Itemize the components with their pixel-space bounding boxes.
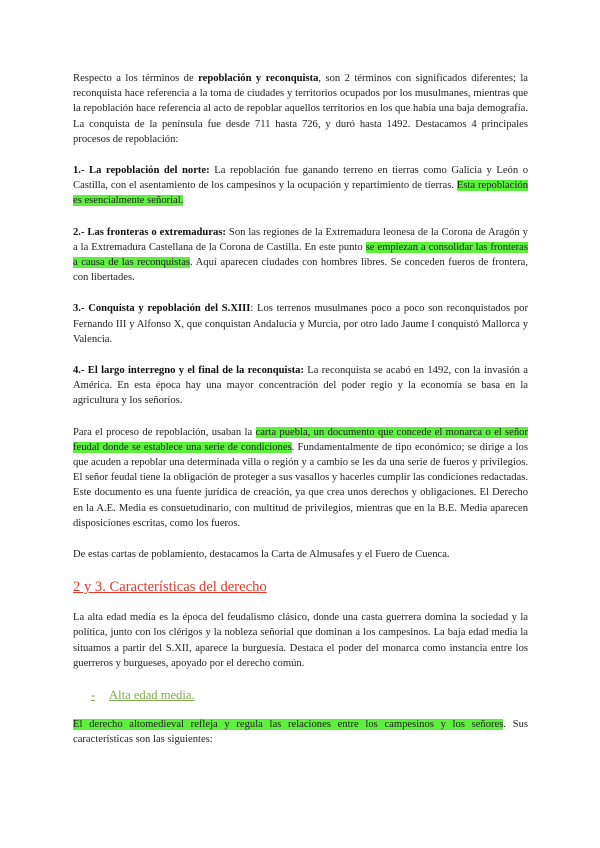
subsection-title: Alta edad media. [109, 688, 195, 703]
point-1-text: La repoblación fue ganando terreno en tierras como Galicia y León o Castilla, con el asentamiento de los campesinos y la ocupación y repartimiento de tierras. [73, 165, 528, 192]
intro-paragraph [73, 71, 528, 147]
intro-bold-term: repoblación y reconquista [198, 73, 319, 84]
point-1-paragraph [73, 163, 528, 209]
altomedieval-highlight: El derecho altomedieval refleja y regula las relaciones entre los campesinos y los señores [73, 719, 504, 731]
point-4-paragraph [73, 363, 528, 409]
point-3-paragraph [73, 301, 528, 347]
carta-puebla-paragraph [73, 425, 528, 531]
point-2-highlight: se empiezan a consolidar las fronteras a causa de las reconquistas [73, 241, 529, 269]
point-2-paragraph [73, 225, 528, 286]
list-dash: - [91, 688, 96, 703]
point-3-heading: 3.- Conquista y repoblación del S.XIII [73, 303, 251, 315]
point-3-text: : Los terrenos musulmanes poco a poco son reconquistados por Fernando III y Alfonso X, que conquistan Andalucía y Murcia, por otro lado Jaume I conquistó Mallorca y Valencia. [73, 303, 528, 345]
point-4-heading: 4.- El largo interregno y el final de la reconquista: [73, 365, 304, 377]
cartas-paragraph: De estas cartas de poblamiento, destacamos la Carta de Almusafes y el Fuero de Cuenca. [73, 549, 450, 561]
document-page [73, 71, 528, 764]
altomedieval-text: . Sus características son las siguientes: [73, 719, 528, 746]
section-title: 2 y 3. Características del derecho [73, 579, 267, 596]
intro-text: Respecto a los términos de [73, 73, 199, 84]
carta-puebla-text-rest: . Fundamentalmente de tipo económico; se dirige a los que acuden a repoblar una determinada villa o región y a cambio se les da una serie de fueros y privilegios. El señor feudal tiene la obligación de proteger a sus vasallos y hacerles cumplir las condiciones redactadas. Este documento es una fuente jurídica de creación, ya que crea unos derechos y obligaciones. El Derecho en la A.E. Media es consuetudinario, con multitud de privilegios, mientras que en la B.E. Media aparecen disposiciones escritas, como los fueros. [73, 441, 528, 529]
altomedieval-paragraph [73, 717, 528, 747]
carta-puebla-text: Para el proceso de repoblación, usaban la [73, 426, 256, 438]
edad-media-paragraph: La alta edad media es la época del feudalismo clásico, donde una casta guerrera domina la sociedad y la política, junto con los clérigos y la nobleza señorial que dominan a los campesinos. La baja edad media la situamos a partir del S.XII, aparece la burguesía. Destaca el poder del monarca como instancia entre los guerreros y burgueses, apoyado por el derecho común. [73, 612, 528, 669]
point-1-highlight: Esta repoblación es esencialmente señorial. [73, 180, 528, 207]
subsection-heading [91, 687, 528, 703]
point-4-text: La reconquista se acabó en 1492, con la invasión a América. En esta época hay una mayor concentración del poder regio y la economía se basa en la agricultura y los señoríos. [73, 365, 528, 407]
point-2-heading: 2.- Las fronteras o extremaduras: [73, 226, 226, 238]
carta-puebla-highlight: carta puebla, un documento que concede el monarca o el señor feudal donde se establece una serie de condiciones [73, 426, 529, 453]
point-2-text-rest: . Aquí aparecen ciudades con hombres libres. Se conceden fueros de frontera, con libertades. [73, 257, 528, 284]
intro-text-rest: , son 2 términos con significados diferentes; la reconquista hace referencia a la toma de ciudades y territorios ocupados por los musulmanes, mientras que la repoblación hace referencia al acto de repoblar aquellos territorios en los que había una baja demografía. La conquista de la península fue desde 711 hasta 726, y duró hasta 1492. Destacamos 4 principales procesos de repoblación: [73, 73, 528, 145]
point-1-heading: 1.- La repoblación del norte: [73, 165, 210, 177]
point-2-text: Son las regiones de la Extremadura leonesa de la Corona de Aragón y a la Extremadura Castellana de la Corona de Castilla. En este punto [73, 226, 528, 253]
